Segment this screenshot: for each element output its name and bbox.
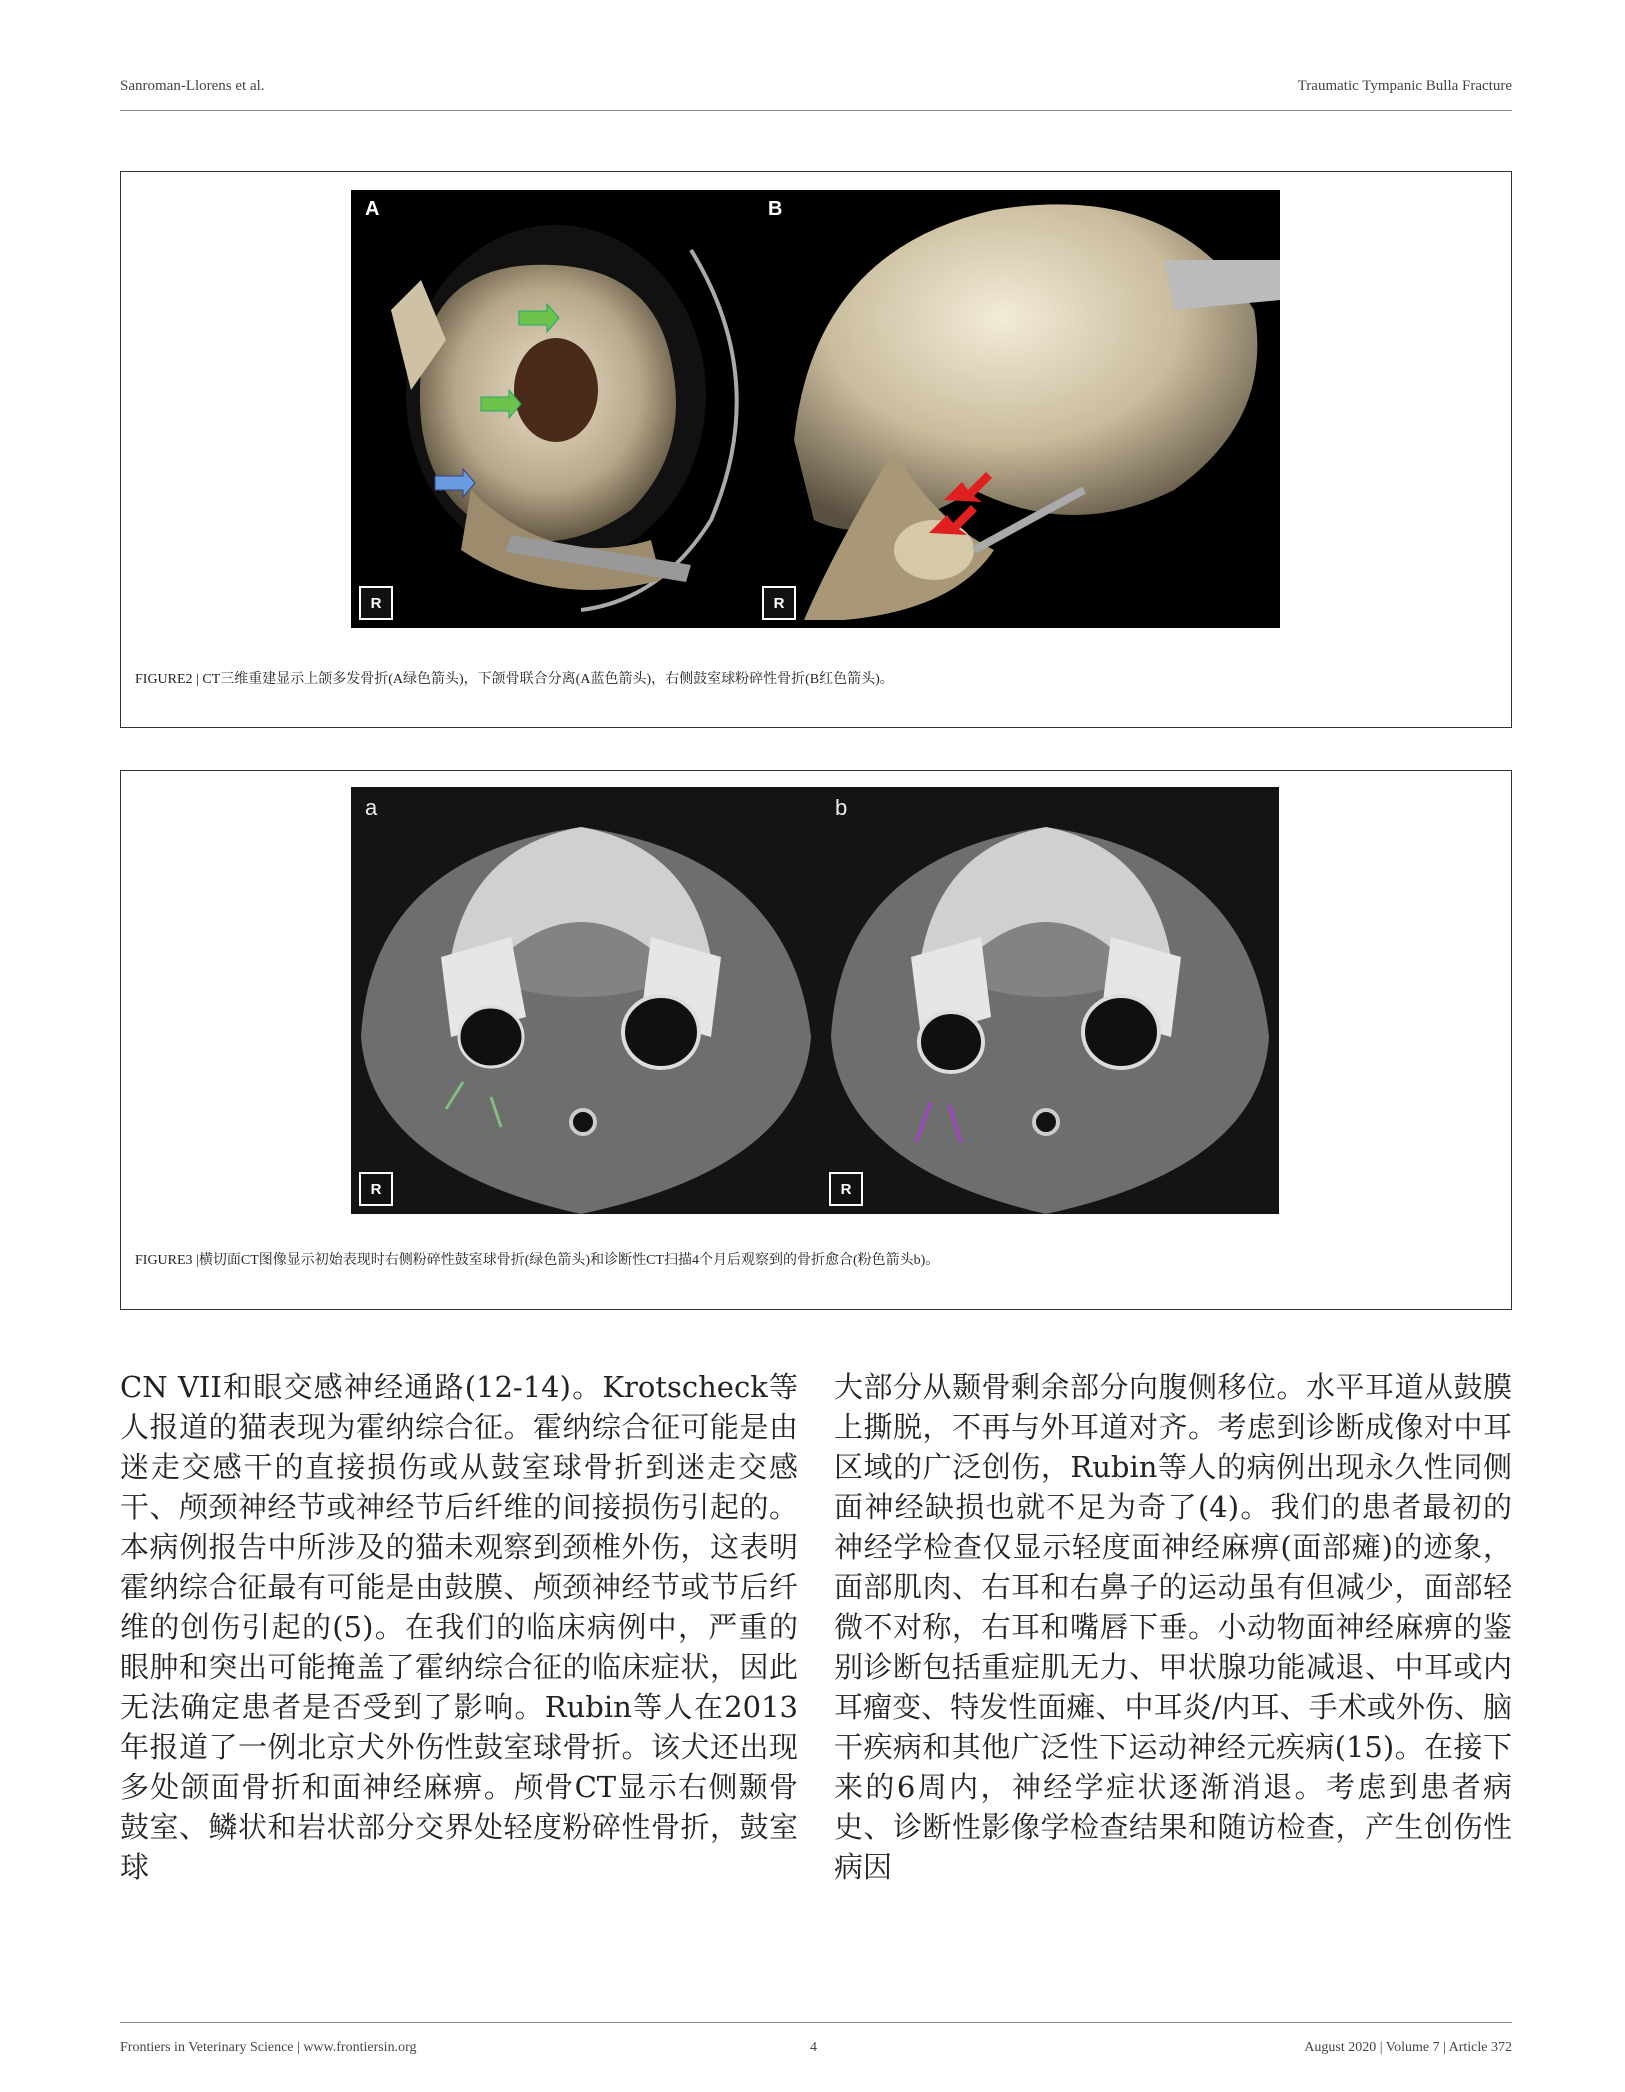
wire-coil <box>1164 260 1280 310</box>
figure-2-panel-a <box>351 190 754 628</box>
ct-axial-followup-image <box>821 787 1279 1214</box>
tympanic-bulla-left <box>623 996 699 1068</box>
orbit-left <box>514 338 598 442</box>
tympanic-bulla-left <box>1083 996 1159 1068</box>
figure-3-panel-a <box>351 787 821 1214</box>
footer-journal: Frontiers in Veterinary Science | www.frontiersin.org <box>120 2040 417 2055</box>
running-head-authors: Sanroman-Llorens et al. <box>120 78 265 94</box>
figure-3-caption: FIGURE3 |横切面CT图像显示初始表现时右侧粉碎性鼓室球骨折(绿色箭头)和诊断性CT扫描4个月后观察到的骨折愈合(粉色箭头b)。 <box>135 1253 940 1268</box>
figure-2-caption: FIGURE2 | CT三维重建显示上颌多发骨折(A绿色箭头)，下颌骨联合分离(A蓝色箭头)，右侧鼓室球粉碎性骨折(B红色箭头)。 <box>135 672 894 687</box>
orientation-badge: R <box>359 1172 393 1206</box>
orientation-badge: R <box>829 1172 863 1206</box>
orientation-badge: R <box>359 586 393 620</box>
panel-a-label: a <box>365 795 378 820</box>
orientation-badge: R <box>762 586 796 620</box>
figure-3-panel-b <box>821 787 1279 1214</box>
figure-3 <box>120 770 1512 1310</box>
header-rule <box>120 110 1512 111</box>
right-column-paragraph: 大部分从颞骨剩余部分向腹侧移位。水平耳道从鼓膜上撕脱，不再与外耳道对齐。考虑到诊断成像对中耳区域的广泛创伤，Rubin等人的病例出现永久性同侧面神经缺损也就不足为奇了(4)。我们的患者最初的神经学检查仅显示轻度面神经麻痹(面部瘫)的迹象，面部肌肉、右耳和右鼻子的运动虽有但减少，面部轻微不对称，右耳和嘴唇下垂。小动物面神经麻痹的鉴别诊断包括重症肌无力、甲状腺功能减退、中耳或内耳瘤变、特发性面瘫、中耳炎/内耳、手术或外伤、脑干疾病和其他广泛性下运动神经元疾病(15)。在接下来的6周内，神经学症状逐渐消退。考虑到患者病史、诊断性影像学检查结果和随访检查，产生创伤性病因 <box>834 1370 1512 1884</box>
panel-a-label: A <box>365 198 380 220</box>
footer-rule <box>120 2022 1512 2023</box>
figure-2-panel-b <box>754 190 1280 628</box>
tympanic-bulla-right <box>919 1012 983 1072</box>
panel-b-label: b <box>835 795 848 820</box>
running-head-title: Traumatic Tympanic Bulla Fracture <box>1297 78 1512 94</box>
ct-3d-skull-lateral-image <box>754 190 1280 628</box>
panel-b-label: B <box>768 198 783 220</box>
page-number: 4 <box>810 2040 817 2055</box>
skull-shape <box>794 204 1257 530</box>
tympanic-bulla-right <box>459 1007 523 1067</box>
footer-issue: August 2020 | Volume 7 | Article 372 <box>1304 2040 1512 2055</box>
left-column-paragraph: CN VII和眼交感神经通路(12-14)。Krotscheck等人报道的猫表现为霍纳综合征。霍纳综合征可能是由迷走交感干的直接损伤或从鼓室球骨折到迷走交感干、颅颈神经节或神经节后纤维的间接损伤引起的。本病例报告中所涉及的猫未观察到颈椎外伤，这表明霍纳综合征最有可能是由鼓膜、颅颈神经节或节后纤维的创伤引起的(5)。在我们的临床病例中，严重的眼肿和突出可能掩盖了霍纳综合征的临床症状，因此无法确定患者是否受到了影响。Rubin等人在2013年报道了一例北京犬外伤性鼓室球骨折。该犬还出现多处颌面骨折和面神经麻痹。颅骨CT显示右侧颞骨鼓室、鳞状和岩状部分交界处轻度粉碎性骨折，鼓室球 <box>120 1370 798 1884</box>
figure-2 <box>120 171 1512 728</box>
ct-axial-initial-image <box>351 787 821 1214</box>
trachea <box>571 1110 595 1134</box>
ct-3d-skull-frontal-image <box>351 190 754 628</box>
trachea <box>1034 1110 1058 1134</box>
